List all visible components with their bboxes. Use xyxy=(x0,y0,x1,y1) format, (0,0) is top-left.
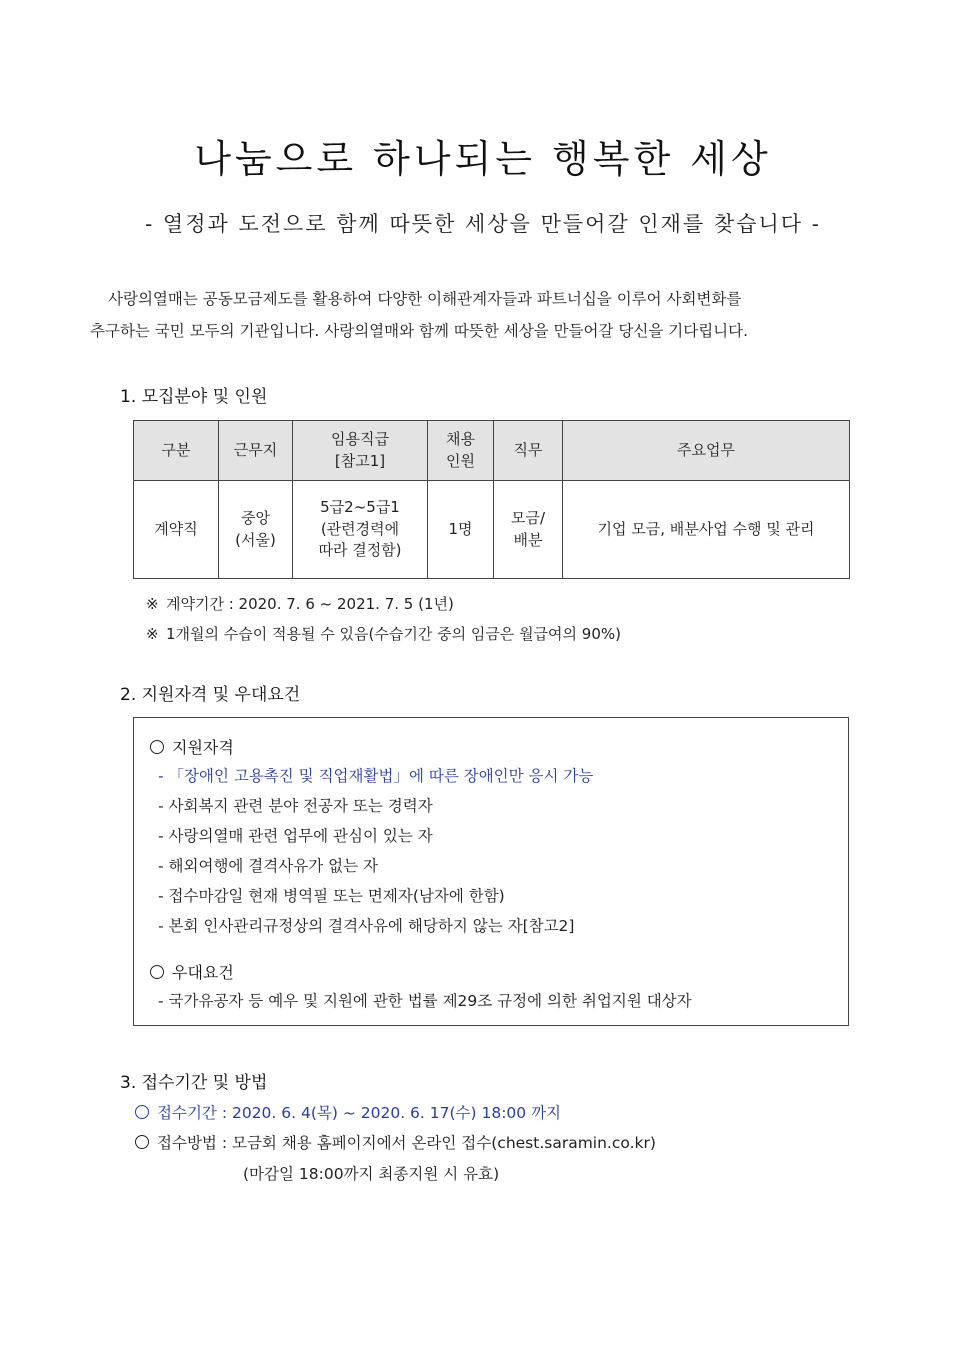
qualifications-heading xyxy=(150,735,234,758)
qualification-item: - 본회 인사관리규정상의 결격사유에 해당하지 않는 자[참고2] xyxy=(158,917,575,935)
preference-item: - 국가유공자 등 예우 및 지원에 관한 법률 제29조 규정에 의한 취업지원 대상자 xyxy=(158,992,692,1010)
table-header-row xyxy=(134,421,850,481)
intro-line-1: 사랑의열매는 공동모금제도를 활용하여 다양한 이해관계자들과 파트너십을 이루어 사회변화를 xyxy=(108,290,742,308)
circle-bullet-icon xyxy=(150,965,164,979)
page-subtitle: - 열정과 도전으로 함께 따뜻한 세상을 만들어갈 인재를 찾습니다 - xyxy=(145,212,821,236)
preferences-heading-label: 우대요건 xyxy=(172,963,234,982)
application-period xyxy=(135,1101,561,1123)
cell-main-tasks: 기업 모금, 배분사업 수행 및 관리 xyxy=(563,481,850,579)
cell-workplace: 중앙 (서울) xyxy=(219,481,293,579)
header-main-tasks: 주요업무 xyxy=(563,421,850,481)
circle-bullet-icon xyxy=(135,1105,149,1119)
qualification-item: - 사랑의열매 관련 업무에 관심이 있는 자 xyxy=(158,827,433,845)
header-workplace: 근무지 xyxy=(219,421,293,481)
cell-headcount: 1명 xyxy=(428,481,494,579)
header-headcount: 채용 인원 xyxy=(428,421,494,481)
section-2-title: 2. 지원자격 및 우대요건 xyxy=(120,685,301,705)
recruitment-table xyxy=(133,420,850,579)
reference-mark: ※ xyxy=(146,595,159,613)
cell-duty: 모금/ 배분 xyxy=(494,481,563,579)
qualifications-heading-label: 지원자격 xyxy=(172,738,234,757)
note-probation xyxy=(146,623,621,644)
application-method xyxy=(135,1131,656,1153)
qualification-item: - 접수마감일 현재 병역필 또는 면제자(남자에 한함) xyxy=(158,887,505,905)
circle-bullet-icon xyxy=(135,1135,149,1149)
reference-mark: ※ xyxy=(146,625,159,643)
application-deadline-note: (마감일 18:00까지 최종지원 시 유효) xyxy=(243,1165,500,1183)
cell-grade: 5급2~5급1 (관련경력에 따라 결정함) xyxy=(293,481,428,579)
note-text: 계약기간 : 2020. 7. 6 ~ 2021. 7. 5 (1년) xyxy=(166,595,454,613)
qualification-item: - 해외여행에 결격사유가 없는 자 xyxy=(158,857,378,875)
qualification-item: - 「장애인 고용촉진 및 직업재활법」에 따른 장애인만 응시 가능 xyxy=(158,767,594,785)
cell-category: 계약직 xyxy=(134,481,219,579)
header-duty: 직무 xyxy=(494,421,563,481)
intro-line-2: 추구하는 국민 모두의 기관입니다. 사랑의열매와 함께 따뜻한 세상을 만들어갈 당신을 기다립니다. xyxy=(90,322,749,340)
application-period-text: 접수기간 : 2020. 6. 4(목) ~ 2020. 6. 17(수) 18:00 까지 xyxy=(157,1104,562,1122)
header-grade: 임용직급 [참고1] xyxy=(293,421,428,481)
application-method-text: 접수방법 : 모금회 채용 홈페이지에서 온라인 접수(chest.saramin.co.kr) xyxy=(157,1134,656,1152)
note-text: 1개월의 수습이 적용될 수 있음(수습기간 중의 임금은 월급여의 90%) xyxy=(166,625,621,643)
page-title: 나눔으로 하나되는 행복한 세상 xyxy=(194,137,772,181)
circle-bullet-icon xyxy=(150,740,164,754)
header-category: 구분 xyxy=(134,421,219,481)
section-3-title: 3. 접수기간 및 방법 xyxy=(120,1073,268,1093)
table-row xyxy=(134,481,850,579)
section-1-title: 1. 모집분야 및 인원 xyxy=(120,387,268,407)
preferences-heading xyxy=(150,960,234,983)
note-contract-period xyxy=(146,593,454,614)
qualification-item: - 사회복지 관련 분야 전공자 또는 경력자 xyxy=(158,797,433,815)
